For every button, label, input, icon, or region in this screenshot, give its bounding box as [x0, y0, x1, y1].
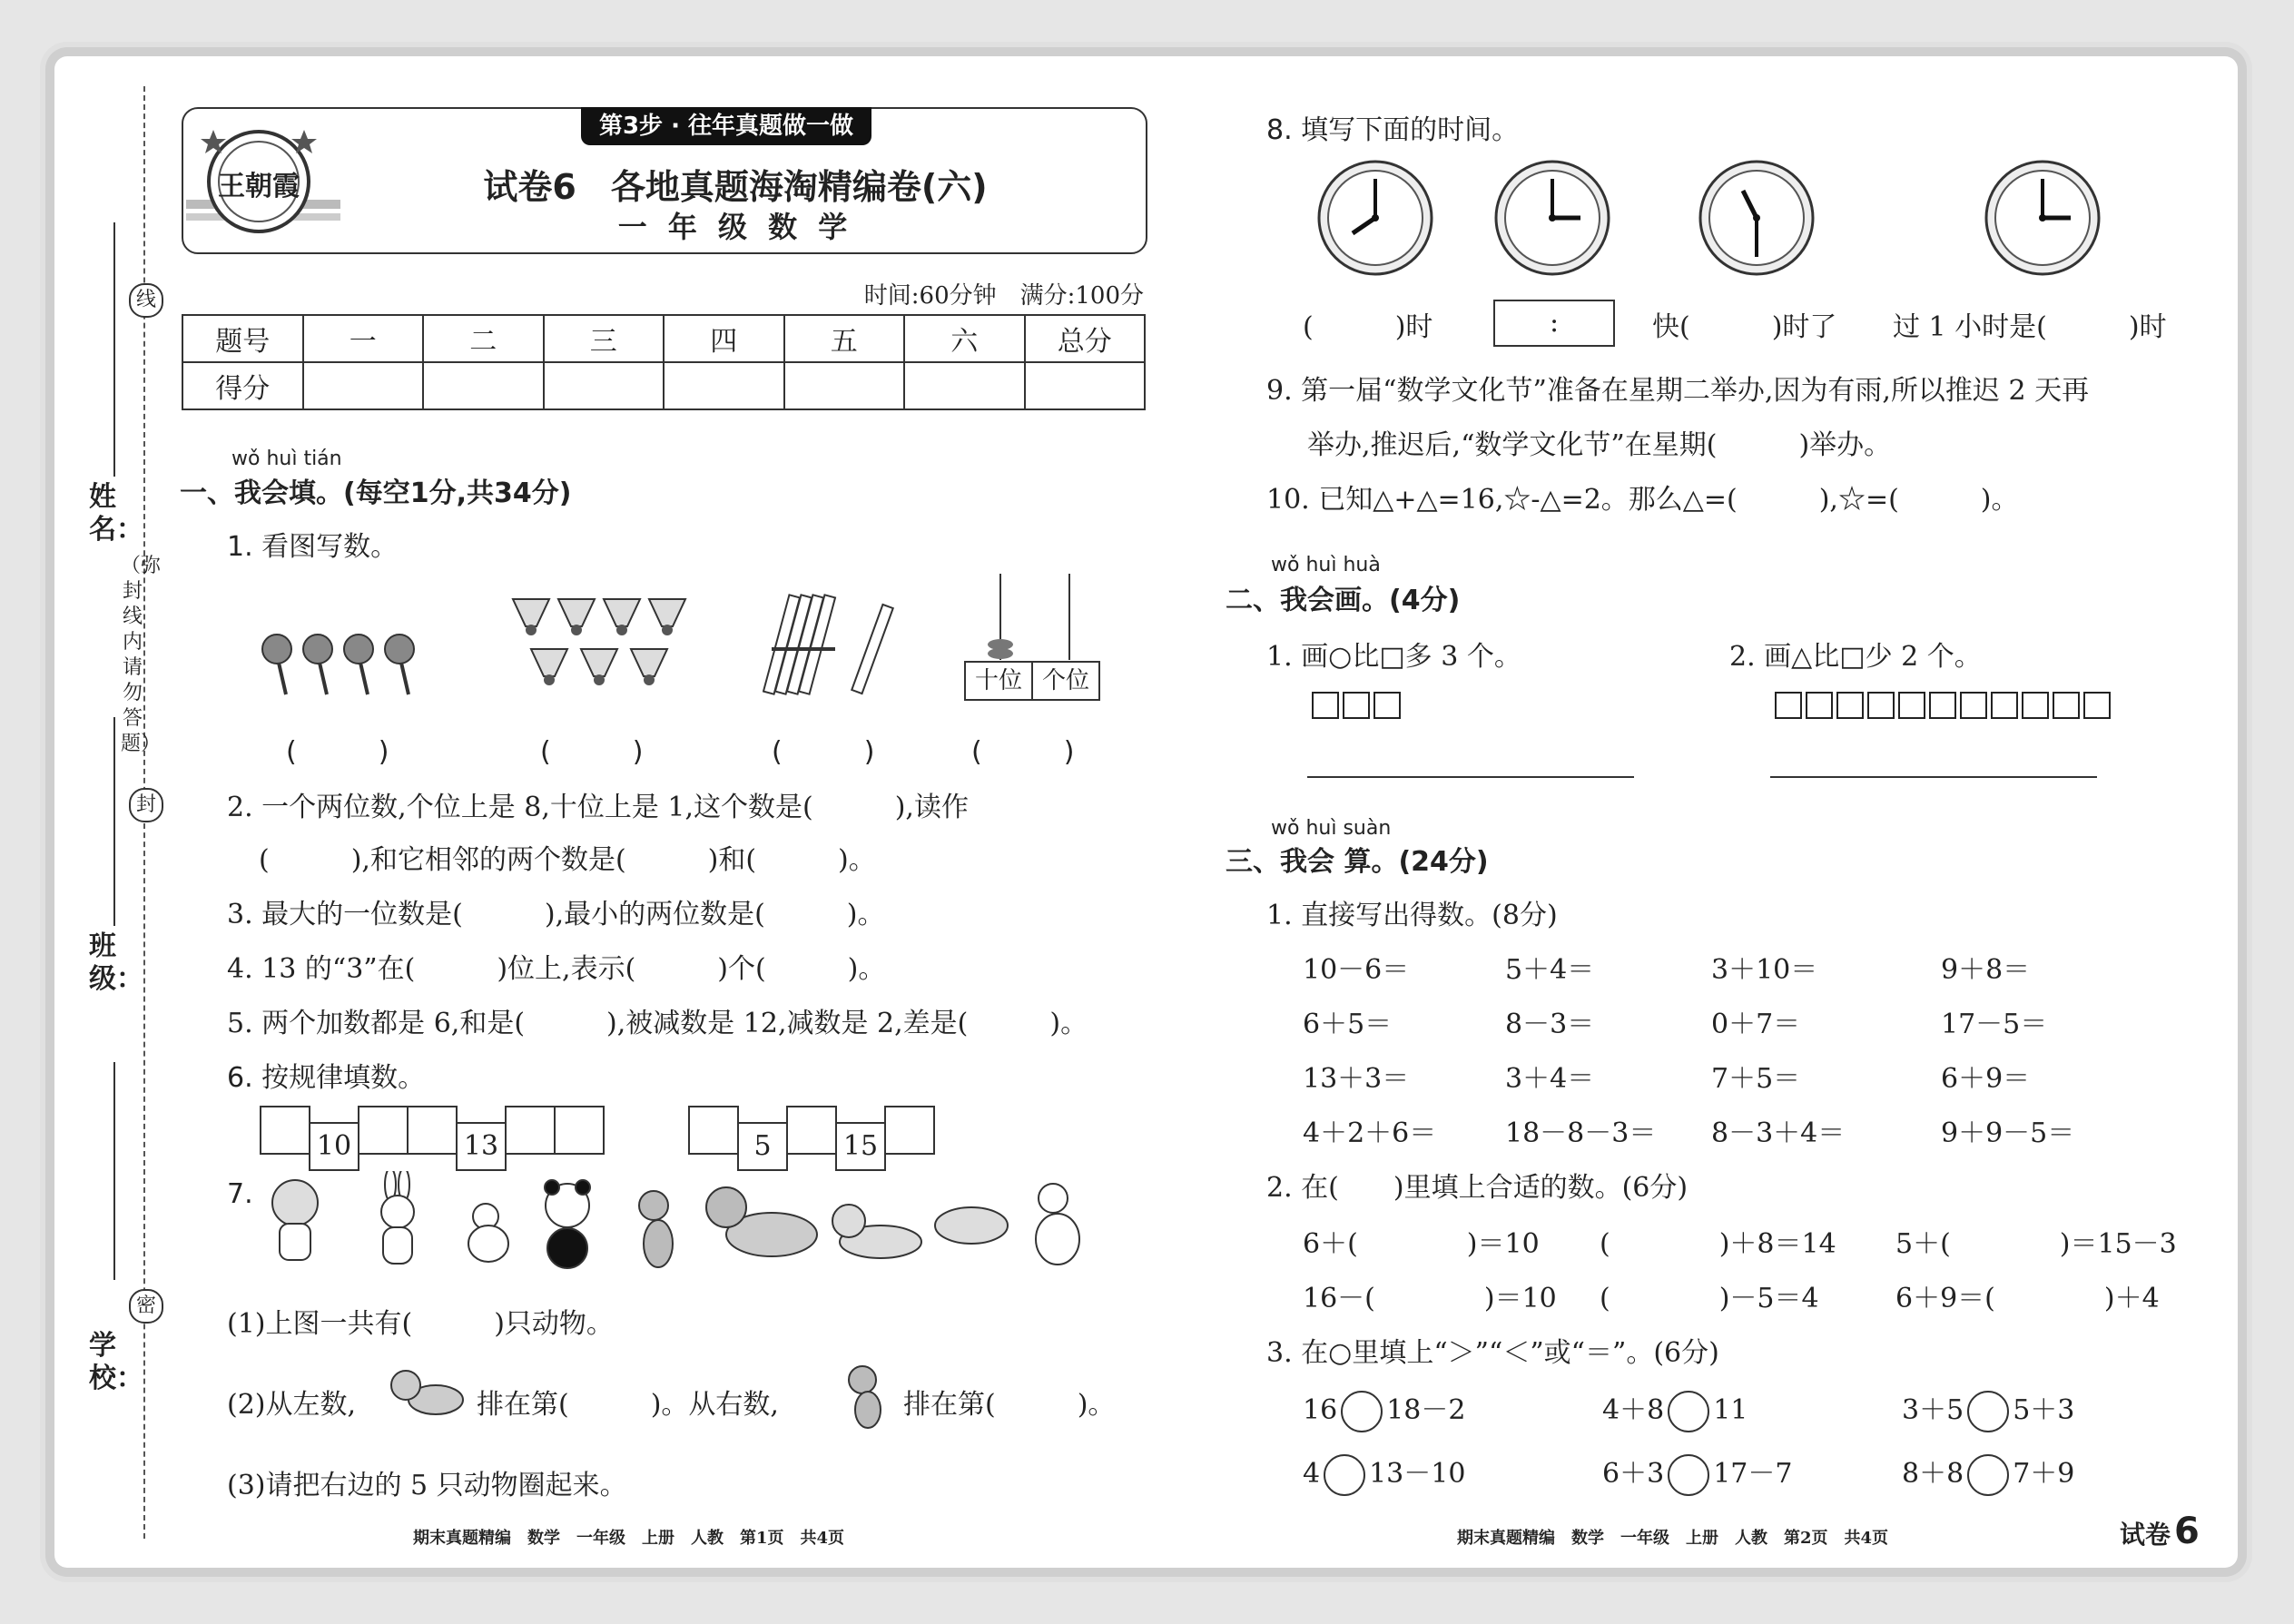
- compare-circle[interactable]: [1341, 1391, 1383, 1432]
- compare-left: 8＋8: [1902, 1458, 1964, 1490]
- pattern-cell[interactable]: [358, 1106, 409, 1155]
- score-cell[interactable]: [423, 362, 544, 409]
- lollipops-image: [259, 626, 440, 699]
- abacus-place-labels: [964, 661, 1100, 701]
- compare-circle[interactable]: [1967, 1391, 2009, 1432]
- pattern-cell[interactable]: [884, 1106, 935, 1155]
- q6-text: 6. 按规律填数。: [227, 1062, 426, 1094]
- s2-q2-squares: [1775, 692, 2114, 719]
- q10-text: 10. 已知△+△=16,☆-△=2。那么△=( ),☆=( )。: [1266, 484, 2019, 516]
- square-shape: [2083, 692, 2111, 719]
- fill-item[interactable]: 6＋( )＝10: [1303, 1228, 1540, 1260]
- calc-item[interactable]: 13＋3＝: [1303, 1063, 1410, 1095]
- section1-title: 一、我会填。(每空1分,共34分): [180, 477, 572, 509]
- score-head-5: 四: [664, 315, 784, 362]
- q1-blank-2[interactable]: ( ): [540, 736, 644, 768]
- fill-item[interactable]: ( )＋8＝14: [1600, 1228, 1836, 1260]
- compare-item: [1602, 1387, 1748, 1432]
- section1-pinyin: wǒ huì tián: [231, 448, 342, 470]
- sticks-bundle-image: [763, 590, 899, 704]
- shuttlecocks-image: [504, 590, 694, 699]
- compare-left: 4＋8: [1602, 1394, 1665, 1426]
- name-underline: [113, 222, 115, 477]
- calc-item[interactable]: 8－3＝: [1505, 1009, 1595, 1040]
- calc-item[interactable]: 5＋4＝: [1505, 954, 1595, 986]
- compare-circle[interactable]: [1668, 1454, 1709, 1496]
- compare-left: 4: [1303, 1458, 1321, 1490]
- tens-label: 十位: [966, 663, 1033, 699]
- calc-item[interactable]: 6＋5＝: [1303, 1009, 1393, 1040]
- score-table: [182, 314, 1146, 410]
- compare-item: [1902, 1387, 2074, 1432]
- compare-left: 16: [1303, 1394, 1338, 1426]
- score-cell[interactable]: [544, 362, 665, 409]
- s3-q2-text: 2. 在( )里填上合适的数。(6分): [1266, 1172, 1689, 1204]
- class-label: 班级：: [89, 930, 143, 995]
- clock-1: [1316, 159, 1434, 277]
- fill-item[interactable]: ( )－5＝4: [1600, 1283, 1819, 1314]
- score-head-6: 五: [784, 315, 905, 362]
- square-shape: [1898, 692, 1925, 719]
- animals-row-image[interactable]: [254, 1171, 1089, 1275]
- score-cell[interactable]: [303, 362, 424, 409]
- square-shape: [2022, 692, 2049, 719]
- clock-3: [1698, 159, 1816, 277]
- s2-q2-draw-line[interactable]: [1770, 776, 2097, 778]
- pattern-row-1: [261, 1106, 605, 1171]
- s2-q2-text: 2. 画△比□少 2 个。: [1729, 641, 1982, 673]
- score-head-2: 一: [303, 315, 424, 362]
- compare-item: [1303, 1387, 1465, 1432]
- square-shape: [1806, 692, 1833, 719]
- compare-right: 7＋9: [2013, 1458, 2075, 1490]
- seal-line-mark: 线: [129, 283, 163, 318]
- clock-4: [1984, 159, 2102, 277]
- compare-item: [1303, 1451, 1465, 1496]
- calc-item[interactable]: 8－3＋4＝: [1711, 1117, 1846, 1149]
- compare-circle[interactable]: [1324, 1454, 1365, 1496]
- q1-blank-1[interactable]: ( ): [286, 736, 389, 768]
- compare-right: 5＋3: [2013, 1394, 2075, 1426]
- seal-note: （弥封线内请勿答题）: [121, 555, 162, 755]
- square-shape: [1960, 692, 1987, 719]
- step-banner: 第3步 · 往年真题做一做: [581, 107, 871, 145]
- calc-item[interactable]: 6＋9＝: [1941, 1063, 2031, 1095]
- q9-line2: 举办,推迟后,“数学文化节”在星期( )举办。: [1307, 429, 1892, 461]
- q7-1-text: (1)上图一共有( )只动物。: [227, 1308, 614, 1340]
- badge-label: 试卷: [2120, 1520, 2171, 1550]
- calc-item[interactable]: 17－5＝: [1941, 1009, 2048, 1040]
- section2-title: 二、我会画。(4分): [1226, 585, 1461, 616]
- q2-line2: ( ),和它相邻的两个数是( )和( )。: [259, 844, 876, 876]
- compare-right: 13－10: [1369, 1458, 1466, 1490]
- score-row-label: 得分: [182, 362, 303, 409]
- calc-item[interactable]: 10－6＝: [1303, 954, 1410, 986]
- q1-blank-4[interactable]: ( ): [971, 736, 1075, 768]
- calc-item[interactable]: 18－8－3＝: [1505, 1117, 1657, 1149]
- q7-2-text-a: (2)从左数,: [227, 1389, 357, 1421]
- badge-number: 6: [2174, 1511, 2200, 1552]
- compare-right: 11: [1713, 1394, 1748, 1426]
- abacus-image: [962, 574, 1098, 701]
- q4-text: 4. 13 的“3”在( )位上,表示( )个( )。: [227, 953, 886, 985]
- pattern-cell[interactable]: [407, 1106, 458, 1155]
- score-head-3: 二: [423, 315, 544, 362]
- s3-q3-text: 3. 在○里填上“＞”“＜”或“＝”。(6分): [1266, 1337, 1719, 1369]
- score-cell[interactable]: [1025, 362, 1146, 409]
- fill-item[interactable]: 6＋9＝( )＋4: [1895, 1283, 2160, 1314]
- square-shape: [1775, 692, 1802, 719]
- q5-text: 5. 两个加数都是 6,和是( ),被减数是 12,减数是 2,差是( )。: [227, 1008, 1088, 1039]
- score-head-total: 总分: [1025, 315, 1146, 362]
- school-underline: [113, 1062, 115, 1280]
- exam-title: 试卷6 各地真题海淘精编卷(六): [483, 167, 988, 207]
- pattern-cell[interactable]: [554, 1106, 605, 1155]
- q7-2-text-c: 排在第( )。: [903, 1389, 1116, 1421]
- square-shape: [2053, 692, 2080, 719]
- clock-2: [1493, 159, 1611, 277]
- calc-item[interactable]: 9＋9－5＝: [1941, 1117, 2075, 1149]
- exam-subtitle: 一 年 级 数 学: [617, 210, 853, 244]
- score-cell[interactable]: [784, 362, 905, 409]
- s2-q1-draw-line[interactable]: [1307, 776, 1634, 778]
- compare-left: 3＋5: [1902, 1394, 1964, 1426]
- pattern-cell[interactable]: [260, 1106, 310, 1155]
- score-head-4: 三: [544, 315, 665, 362]
- q3-text: 3. 最大的一位数是( ),最小的两位数是( )。: [227, 899, 885, 930]
- square-shape: [1929, 692, 1956, 719]
- q8-text: 8. 填写下面的时间。: [1266, 114, 1520, 146]
- score-head-7: 六: [904, 315, 1025, 362]
- footer-left: 期末真题精编 数学 一年级 上册 人教 第1页 共4页: [413, 1529, 845, 1548]
- section3-title: 三、我会 算。(24分): [1226, 846, 1489, 878]
- square-shape: [1343, 692, 1370, 719]
- q9-line1: 9. 第一届“数学文化节”准备在星期二举办,因为有雨,所以推迟 2 天再: [1266, 375, 2090, 407]
- s2-q1-text: 1. 画○比□多 3 个。: [1266, 641, 1521, 673]
- s2-q1-squares: [1312, 692, 1404, 719]
- compare-circle[interactable]: [1668, 1391, 1709, 1432]
- name-label: 姓名：: [89, 481, 143, 546]
- q7-3-text: (3)请把右边的 5 只动物圈起来。: [227, 1470, 627, 1501]
- class-underline: [113, 717, 115, 926]
- school-label: 学校：: [89, 1330, 143, 1394]
- q8-answer-d[interactable]: 过 1 小时是( )时: [1893, 311, 2167, 343]
- compare-right: 18－2: [1386, 1394, 1466, 1426]
- calc-item[interactable]: 3＋10＝: [1711, 954, 1818, 986]
- s3-q1-text: 1. 直接写出得数。(8分): [1266, 900, 1558, 931]
- pattern-cell[interactable]: [505, 1106, 556, 1155]
- pattern-cell[interactable]: [688, 1106, 739, 1155]
- calc-item[interactable]: 9＋8＝: [1941, 954, 2031, 986]
- section3-pinyin: wǒ huì suàn: [1271, 817, 1392, 840]
- compare-item: [1902, 1451, 2074, 1496]
- dog-small-image: [386, 1362, 468, 1425]
- seal-seal-mark: 封: [129, 788, 163, 822]
- section2-pinyin: wǒ huì huà: [1271, 554, 1381, 576]
- seal-secret-mark: 密: [129, 1289, 163, 1324]
- ones-label: 个位: [1041, 667, 1089, 694]
- calc-item[interactable]: 4＋2＋6＝: [1303, 1117, 1437, 1149]
- q8-digital-box[interactable]: :: [1493, 300, 1615, 347]
- fill-item[interactable]: 5＋( )＝15－3: [1895, 1228, 2177, 1260]
- compare-right: 17－7: [1713, 1458, 1793, 1490]
- calc-item[interactable]: 7＋5＝: [1711, 1063, 1801, 1095]
- compare-left: 6＋3: [1602, 1458, 1665, 1490]
- score-cell[interactable]: [664, 362, 784, 409]
- calc-item[interactable]: 0＋7＝: [1711, 1009, 1801, 1040]
- compare-circle[interactable]: [1967, 1454, 2009, 1496]
- q8-answer-c[interactable]: 快( )时了: [1652, 311, 1837, 343]
- square-shape: [1836, 692, 1864, 719]
- q1-blank-3[interactable]: ( ): [772, 736, 875, 768]
- q8-answer-a[interactable]: ( )时: [1303, 311, 1433, 343]
- q7-2-text-b: 排在第( )。从右数,: [477, 1389, 779, 1421]
- footer-right: 期末真题精编 数学 一年级 上册 人教 第2页 共4页: [1457, 1529, 1889, 1548]
- exam-badge: [2120, 1511, 2200, 1552]
- pattern-cell: 13: [456, 1122, 507, 1171]
- q7-number: 7.: [227, 1178, 253, 1210]
- pattern-cell: 10: [309, 1122, 359, 1171]
- logo-emblem: [186, 113, 340, 245]
- pattern-cell: 5: [737, 1122, 788, 1171]
- square-shape: [1312, 692, 1339, 719]
- square-shape: [1991, 692, 2018, 719]
- score-head-1: 题号: [182, 315, 303, 362]
- fill-item[interactable]: 16－( )＝10: [1303, 1283, 1557, 1314]
- q2-line1: 2. 一个两位数,个位上是 8,十位上是 1,这个数是( ),读作: [227, 792, 969, 823]
- pattern-row-2: [690, 1106, 935, 1171]
- q1-text: 1. 看图写数。: [227, 531, 399, 563]
- calc-item[interactable]: 3＋4＝: [1505, 1063, 1595, 1095]
- square-shape: [1373, 692, 1401, 719]
- square-shape: [1867, 692, 1895, 719]
- score-cell[interactable]: [904, 362, 1025, 409]
- logo-text: 王朝霞: [218, 171, 300, 202]
- pattern-cell: 15: [835, 1122, 886, 1171]
- time-info: 时间:60分钟 满分:100分: [863, 282, 1144, 310]
- mouse-small-image: [835, 1357, 899, 1430]
- pattern-cell[interactable]: [786, 1106, 837, 1155]
- compare-item: [1602, 1451, 1792, 1496]
